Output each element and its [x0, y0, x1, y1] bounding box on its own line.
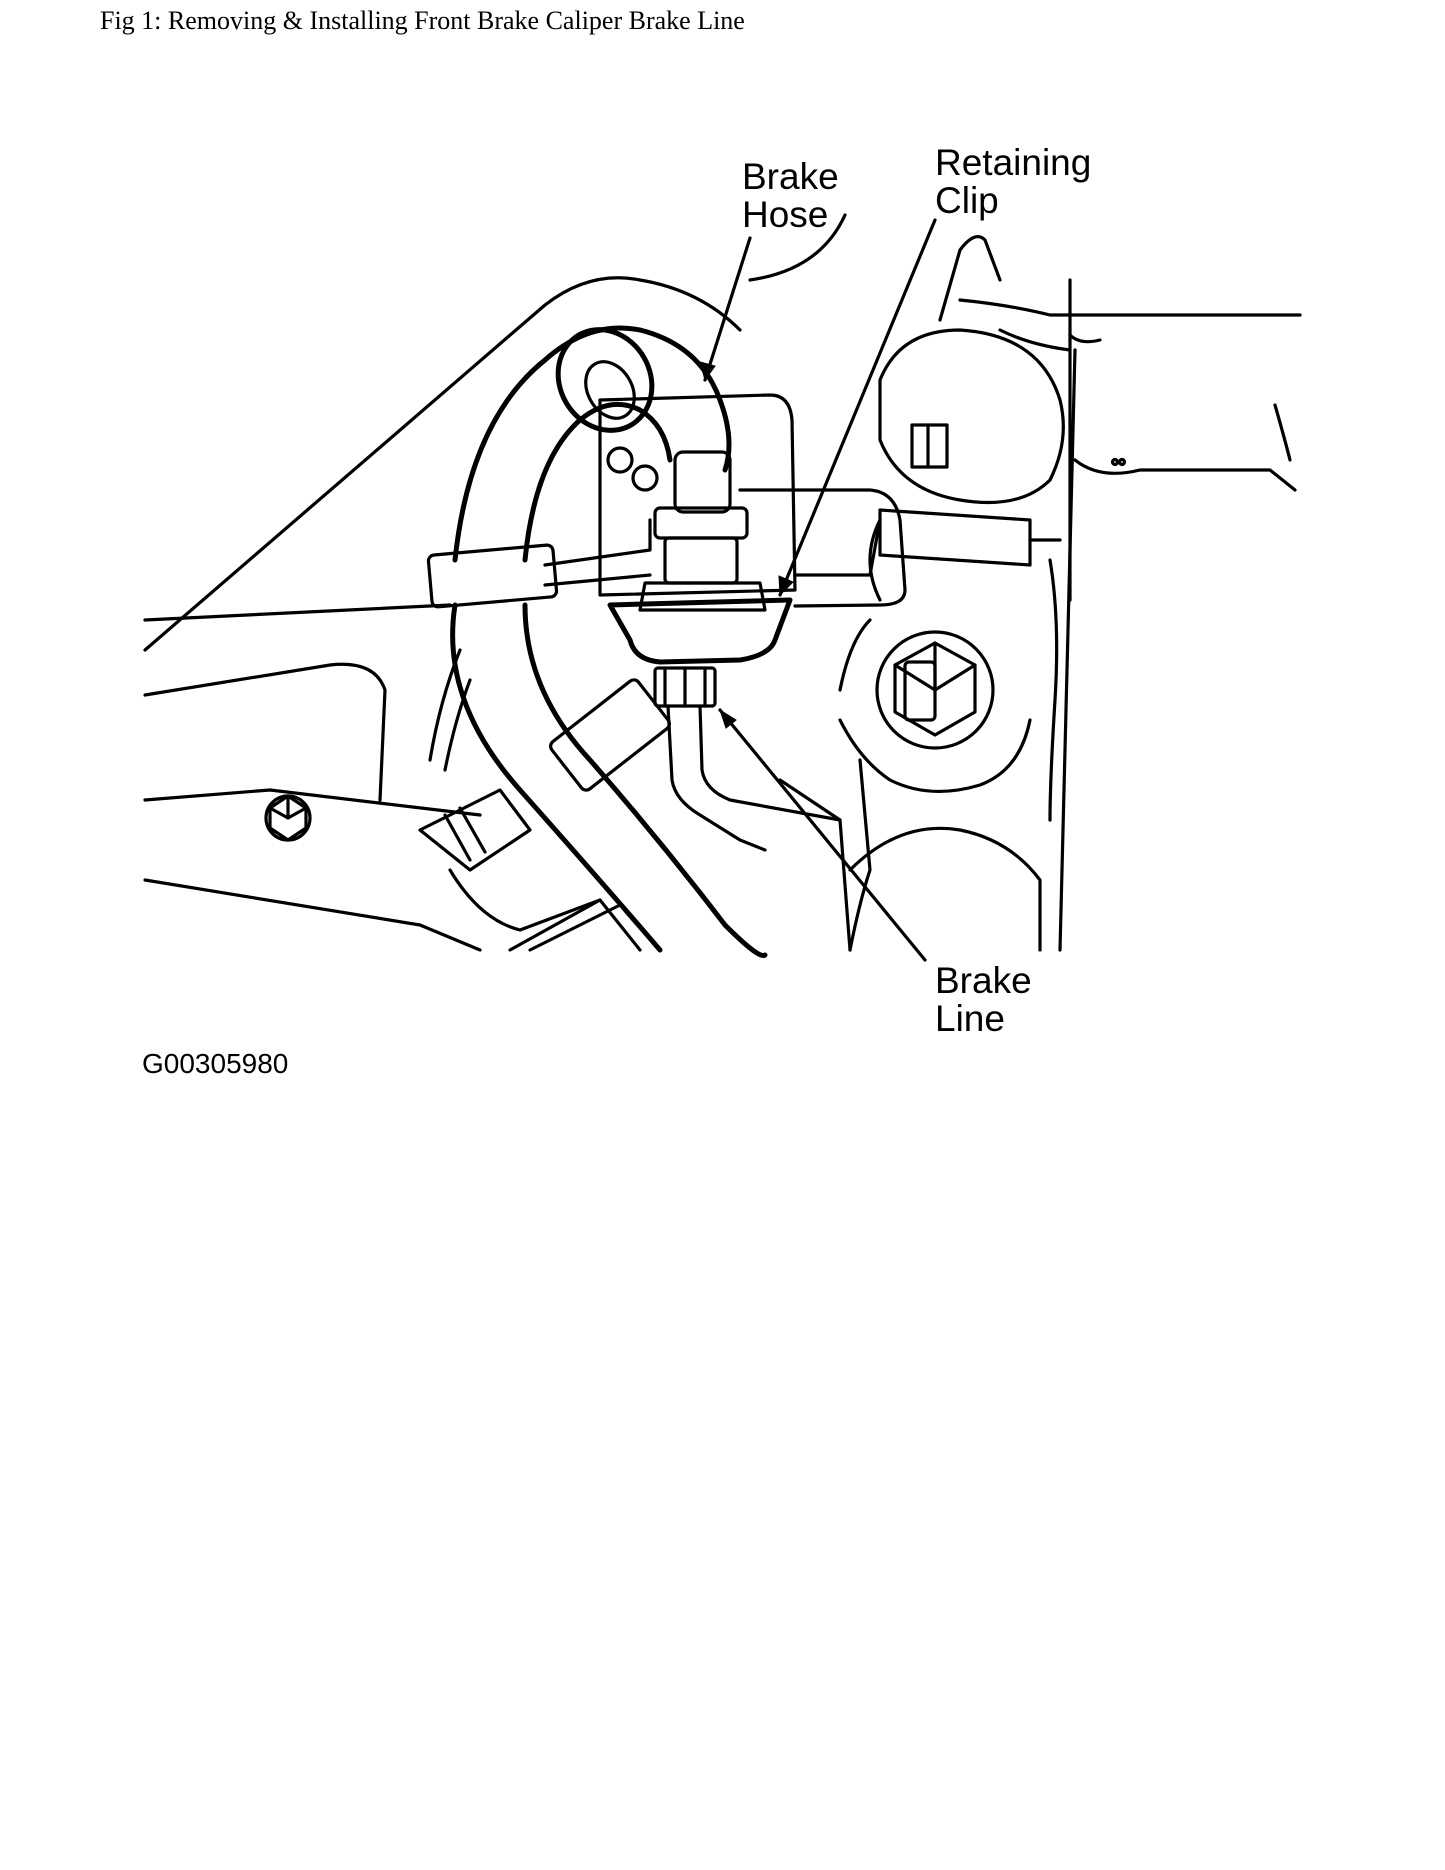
arm-end	[1070, 335, 1295, 490]
left-panel-middle	[145, 790, 480, 815]
fitting-neck	[665, 538, 737, 583]
callout-retaining-clip	[935, 144, 1091, 220]
callout-brake-line-line2: Line	[935, 998, 1005, 1039]
lower-left-bolt	[266, 796, 310, 840]
upper-arm	[940, 237, 1300, 320]
upper-arm-lower	[1000, 280, 1070, 600]
strut-inner	[1050, 560, 1057, 820]
callout-brake-line	[935, 962, 1032, 1038]
bracket-hole-2	[633, 466, 657, 490]
sensor-connector	[420, 790, 530, 870]
hose-end-fitting	[675, 452, 730, 512]
left-panel-upper	[145, 664, 385, 800]
arm-tip	[1275, 405, 1290, 460]
callout-brake-hose	[742, 158, 839, 234]
knuckle-lower	[850, 828, 1040, 950]
left-panel-lower	[145, 880, 480, 950]
callout-retaining-clip-line2: Clip	[935, 180, 999, 221]
callout-brake-hose-line2: Hose	[742, 194, 829, 235]
callout-brake-hose-line1: Brake	[742, 156, 839, 197]
brake-line-tube-right	[700, 706, 840, 820]
bracket-hole-1	[608, 448, 632, 472]
leader-retaining-clip	[780, 220, 935, 595]
brake-hose-outer	[455, 328, 729, 560]
brake-line-tube-left	[668, 706, 765, 850]
brake-hose-lower-left	[453, 605, 660, 950]
hose-clamp-upper	[428, 545, 557, 608]
knuckle-outline	[880, 330, 1063, 503]
leader-brake-line	[720, 710, 925, 960]
arm-dot-2	[1120, 460, 1125, 465]
leader-brake-hose	[705, 238, 750, 380]
figure-code: G00305980	[142, 1048, 289, 1079]
figure-title: Fig 1: Removing & Installing Front Brake Caliper Brake Line	[100, 6, 745, 35]
steel-line-lower	[545, 520, 880, 585]
knuckle-bolt	[877, 632, 993, 748]
callout-brake-line-line1: Brake	[935, 960, 1032, 1001]
sensor-wire-2	[445, 680, 470, 770]
arm-dot	[1113, 460, 1118, 465]
callout-retaining-clip-line1: Retaining	[935, 142, 1092, 183]
